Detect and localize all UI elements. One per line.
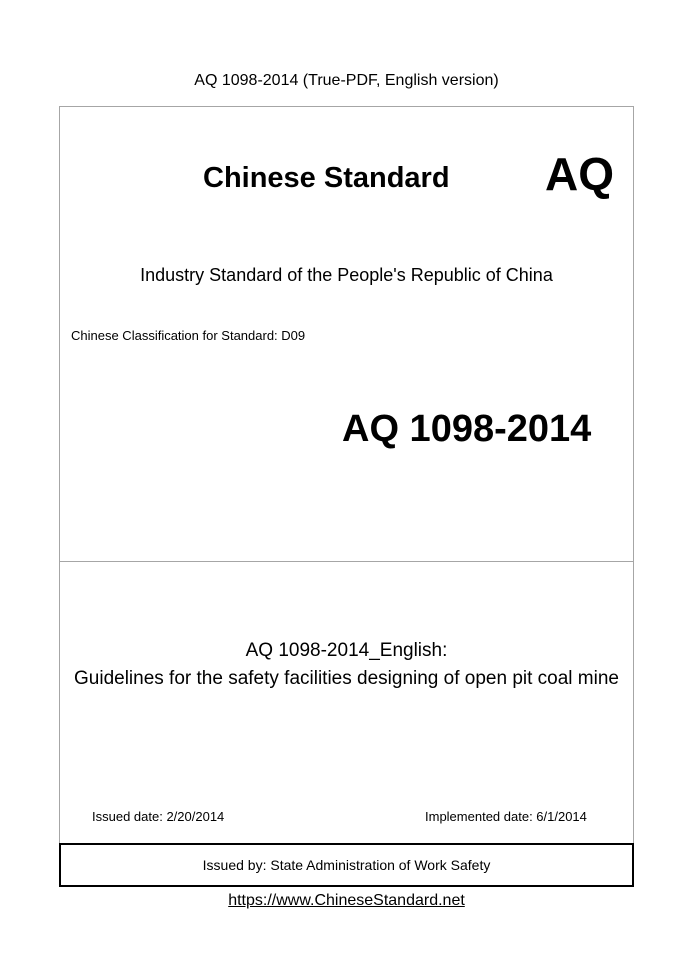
classification-label: Chinese Classification for Standard: D09 xyxy=(71,328,306,343)
website-link[interactable]: https://www.ChineseStandard.net xyxy=(228,892,465,909)
page-header: AQ 1098-2014 (True-PDF, English version) xyxy=(194,72,499,89)
implemented-date: Implemented date: 6/1/2014 xyxy=(425,809,587,824)
industry-standard-label: Industry Standard of the People's Republic of China xyxy=(140,265,553,285)
cover-middle-box xyxy=(59,561,634,843)
issuer-box xyxy=(59,843,634,887)
standard-title: Chinese Standard xyxy=(203,162,450,194)
english-title-line2: Guidelines for the safety facilities designing of open pit coal mine xyxy=(74,668,619,689)
issued-date: Issued date: 2/20/2014 xyxy=(92,809,225,824)
english-title-line1: AQ 1098-2014_English: xyxy=(245,640,448,661)
standard-number: AQ 1098-2014 xyxy=(342,408,592,450)
issued-by-label: Issued by: State Administration of Work Safety xyxy=(202,857,491,873)
standard-code: AQ xyxy=(545,148,614,200)
english-title xyxy=(70,637,623,693)
